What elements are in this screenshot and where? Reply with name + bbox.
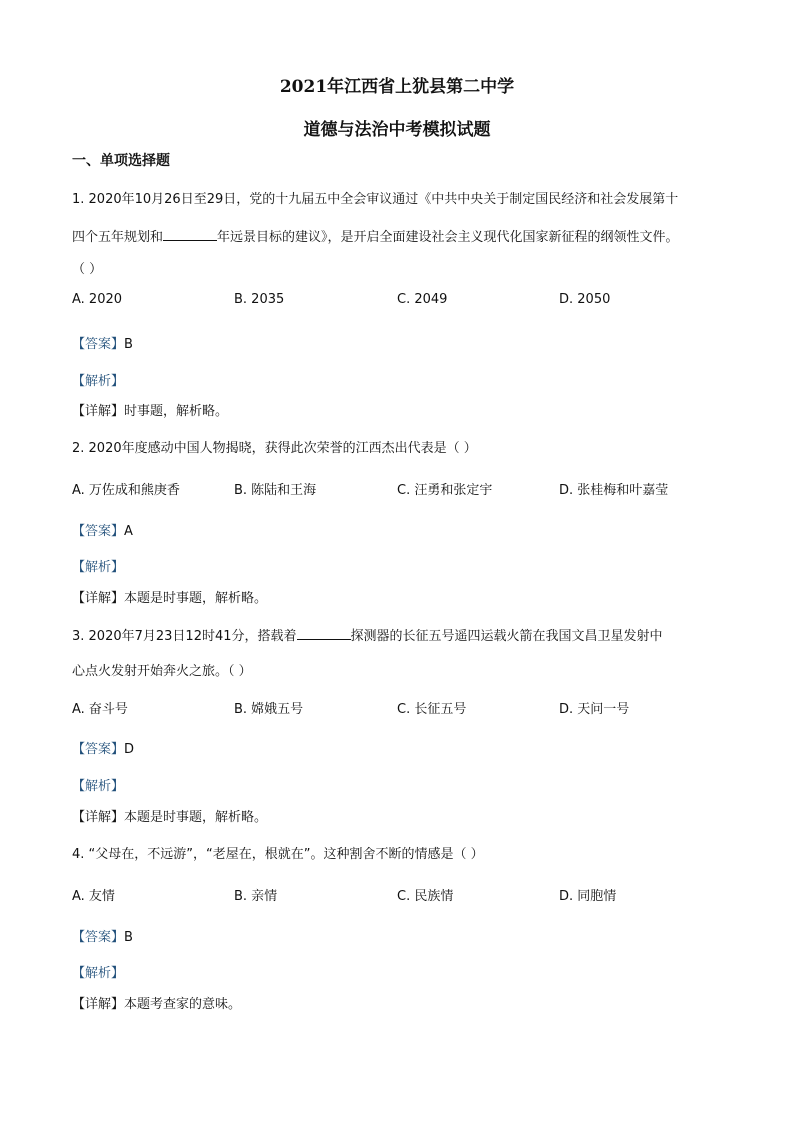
question-3-answer [72,738,134,757]
question-1-analysis [72,370,124,389]
question-3-blank [297,627,351,640]
answer-label: 【答案】 [72,742,125,757]
detail-text: 本题是时事题，解析略。 [124,591,268,606]
document-subtitle: 道德与法治中考模拟试题 [303,120,491,140]
detail-label: 【详解】 [72,591,125,606]
question-1-text-a: 四个五年规划和 [72,230,164,245]
question-3-line-2: 心点火发射开始奔火之旅。（ ） [72,664,252,679]
option-b: B. 亲情 [234,889,278,904]
option-b: B. 2035 [234,292,285,307]
answer-label: 【答案】 [72,337,125,352]
option-d: D. 同胞情 [559,889,617,904]
question-3-line-1 [72,625,663,644]
question-3-analysis [72,775,124,794]
option-c: C. 汪勇和张定宇 [397,483,493,498]
option-a: A. 奋斗号 [72,702,128,717]
answer-value: A [124,524,133,539]
answer-label: 【答案】 [72,930,125,945]
section-heading: 一、单项选择题 [72,153,170,169]
question-2-detail [72,587,267,606]
question-4-answer [72,926,133,945]
question-1-text-b: 年远景目标的建议》，是开启全面建设社会主义现代化国家新征程的纲领性文件。 [217,230,679,245]
option-c: C. 长征五号 [397,702,467,717]
question-2-line-1: 2. 2020年度感动中国人物揭晓，获得此次荣誉的江西杰出代表是（ ） [72,441,477,456]
analysis-label: 【解析】 [72,966,125,981]
question-1-blank [163,228,217,241]
question-3-text-b: 探测器的长征五号遥四运载火箭在我国文昌卫星发射中 [350,629,663,644]
question-3-text-a: 3. 2020年7月23日12时41分，搭载着 [72,629,297,644]
question-2-analysis [72,556,124,575]
option-c: C. 民族情 [397,889,454,904]
option-a: A. 2020 [72,292,123,307]
option-d: D. 张桂梅和叶嘉莹 [559,483,669,498]
question-4-analysis [72,962,124,981]
option-a: A. 友情 [72,889,115,904]
option-c: C. 2049 [397,292,448,307]
question-2-answer [72,520,133,539]
question-4-detail [72,993,241,1012]
answer-label: 【答案】 [72,524,125,539]
question-1-detail [72,400,228,419]
option-b: B. 嫦娥五号 [234,702,304,717]
question-1-paren: （ ） [72,262,103,277]
question-1-answer [72,333,133,352]
question-3-options [72,698,732,718]
question-1-options [72,292,732,312]
detail-label: 【详解】 [72,404,125,419]
document-title: 2021年江西省上犹县第二中学 [279,77,515,97]
detail-text: 时事题，解析略。 [124,404,229,419]
answer-value: D [124,742,135,757]
detail-text: 本题是时事题，解析略。 [124,810,268,825]
detail-label: 【详解】 [72,997,125,1012]
question-2-options [72,479,732,499]
option-b: B. 陈陆和王海 [234,483,317,498]
option-d: D. 天问一号 [559,702,630,717]
detail-text: 本题考查家的意味。 [124,997,242,1012]
question-1-line-2 [72,226,679,245]
analysis-label: 【解析】 [72,779,125,794]
answer-value: B [124,337,133,352]
question-1-line-1: 1. 2020年10月26日至29日，党的十九届五中全会审议通过《中共中央关于制定国民经济和社会发展第十 [72,192,679,207]
question-4-line-1: 4. “父母在，不远游”，“老屋在，根就在”。这种割舍不断的情感是（ ） [72,847,484,862]
question-4-options [72,885,732,905]
option-d: D. 2050 [559,292,611,307]
analysis-label: 【解析】 [72,374,125,389]
answer-value: B [124,930,133,945]
question-3-detail [72,806,267,825]
analysis-label: 【解析】 [72,560,125,575]
option-a: A. 万佐成和熊庚香 [72,483,180,498]
detail-label: 【详解】 [72,810,125,825]
